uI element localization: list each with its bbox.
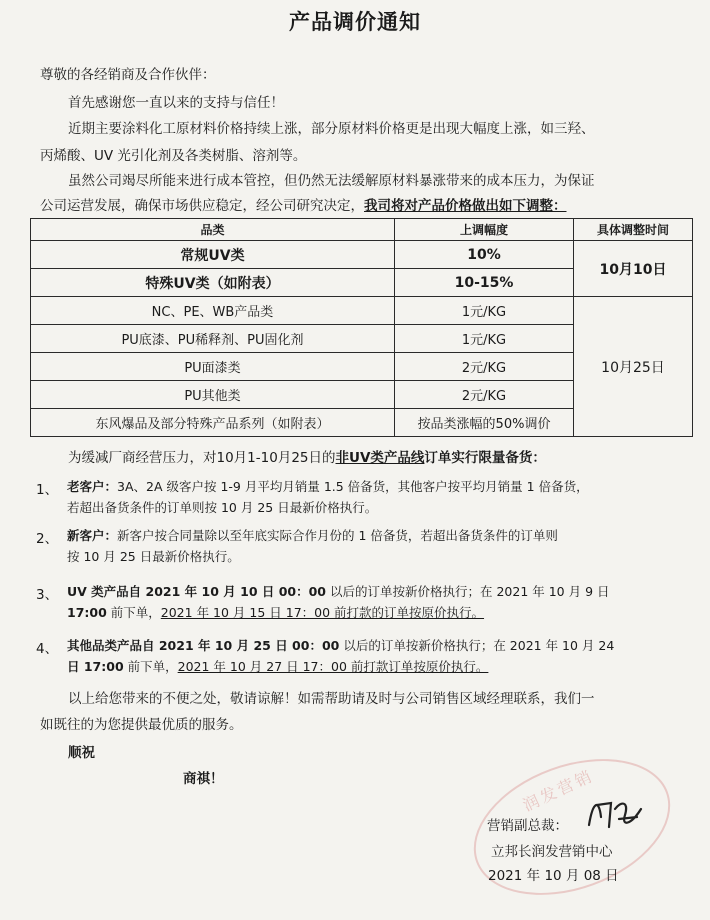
item-3-time: 17:00 <box>67 605 107 620</box>
row-increase: 2元/KG <box>395 353 574 381</box>
row-increase: 按品类涨幅的50%调价 <box>395 409 574 437</box>
non-uv-line: 非UV类产品线 <box>335 450 425 466</box>
item-3-number: 3、 <box>36 587 59 603</box>
signer-org: 立邦长润发营销中心 <box>491 844 613 860</box>
row-category: PU面漆类 <box>31 353 395 381</box>
sign-date: 2021 年 10 月 08 日 <box>488 868 619 884</box>
item-3-deadline: 2021 年 10 月 15 日 17：00 前打款的订单按原价执行。 <box>160 605 485 620</box>
item-1-number: 1、 <box>36 482 59 498</box>
item-1 <box>67 476 589 518</box>
header-date: 具体调整时间 <box>574 219 693 241</box>
para1-line1: 近期主要涂料化工原材料价格持续上涨，部分原材料价格更是出现大幅度上涨，如三羟、 <box>68 121 595 137</box>
adjust-date-1: 10月10日 <box>574 241 693 297</box>
item-1-line2: 若超出备货条件的订单则按 10 月 25 日最新价格执行。 <box>67 500 378 515</box>
greeting: 尊敬的各经销商及合作伙伴： <box>40 67 216 83</box>
item-2-label: 新客户： <box>67 528 118 543</box>
row-category: NC、PE、WB产品类 <box>31 297 395 325</box>
header-increase: 上调幅度 <box>395 219 574 241</box>
row-category: PU底漆、PU稀释剂、PU固化剂 <box>31 325 395 353</box>
stamp-text: 润发营销 <box>519 765 597 816</box>
row-category: PU其他类 <box>31 381 395 409</box>
item-4-time: 日 17:00 <box>67 659 124 674</box>
item-3-text: 前下单， <box>106 605 161 620</box>
stock-note-end: 订单实行限量备货： <box>424 450 546 466</box>
item-4 <box>67 635 614 677</box>
header-category: 品类 <box>31 219 395 241</box>
page-title: 产品调价通知 <box>289 10 421 34</box>
adjust-date-2: 10月25日 <box>574 297 693 437</box>
row-category: 特殊UV类（如附表） <box>31 269 395 297</box>
item-4-line1: 以后的订单按新价格执行；在 2021 年 10 月 24 <box>339 638 615 653</box>
para2-line1: 虽然公司竭尽所能来进行成本管控，但仍然无法缓解原材料暴涨带来的成本压力，为保证 <box>68 173 595 189</box>
table-row <box>31 241 693 269</box>
item-3-label: UV 类产品自 2021 年 10 月 10 日 00：00 <box>67 584 327 599</box>
business-wish: 商祺！ <box>183 771 224 787</box>
stock-note <box>68 449 546 467</box>
para2-line2 <box>40 197 567 215</box>
item-2-line1: 新客户按合同量除以至年底实际合作月份的 1 倍备货，若超出备货条件的订单则 <box>117 528 558 543</box>
para1-line2: 丙烯酸、UV 光引化剂及各类树脂、溶剂等。 <box>40 148 307 164</box>
row-increase: 10% <box>395 241 574 269</box>
item-4-deadline: 2021 年 10 月 27 日 17：00 前打款订单按原价执行。 <box>177 659 489 674</box>
adjust-announcement: 我司将对产品价格做出如下调整： <box>364 198 567 214</box>
row-category: 东风爆品及部分特殊产品系列（如附表） <box>31 409 395 437</box>
signer-title: 营销副总裁： <box>487 818 568 834</box>
regards: 顺祝 <box>68 745 95 761</box>
para2-text: 公司运营发展，确保市场供应稳定，经公司研究决定， <box>40 198 364 214</box>
price-adjustment-table <box>30 218 693 437</box>
row-category: 常规UV类 <box>31 241 395 269</box>
stock-note-text: 为缓减厂商经营压力，对10月1-10月25日的 <box>68 450 336 466</box>
signature-icon <box>585 795 645 835</box>
item-2-line2: 按 10 月 25 日最新价格执行。 <box>67 549 240 564</box>
item-2 <box>67 525 558 567</box>
item-4-label: 其他品类产品自 2021 年 10 月 25 日 00：00 <box>67 638 340 653</box>
row-increase: 1元/KG <box>395 297 574 325</box>
row-increase: 2元/KG <box>395 381 574 409</box>
thanks-line: 首先感谢您一直以来的支持与信任！ <box>68 95 284 111</box>
item-1-line1: 3A、2A 级客户按 1-9 月平均月销量 1.5 倍备货，其他客户按平均月销量 1 倍备货， <box>117 479 589 494</box>
table-header-row <box>31 219 693 241</box>
item-4-text: 前下单， <box>123 659 178 674</box>
closing-line2: 如既往的为您提供最优质的服务。 <box>40 717 243 733</box>
row-increase: 1元/KG <box>395 325 574 353</box>
row-increase: 10-15% <box>395 269 574 297</box>
table-row <box>31 297 693 325</box>
item-2-number: 2、 <box>36 531 59 547</box>
item-4-number: 4、 <box>36 641 59 657</box>
item-3-line1: 以后的订单按新价格执行；在 2021 年 10 月 9 日 <box>326 584 610 599</box>
closing-line1: 以上给您带来的不便之处，敬请谅解！如需帮助请及时与公司销售区域经理联系，我们一 <box>68 691 595 707</box>
item-3 <box>67 581 610 623</box>
item-1-label: 老客户： <box>67 479 118 494</box>
